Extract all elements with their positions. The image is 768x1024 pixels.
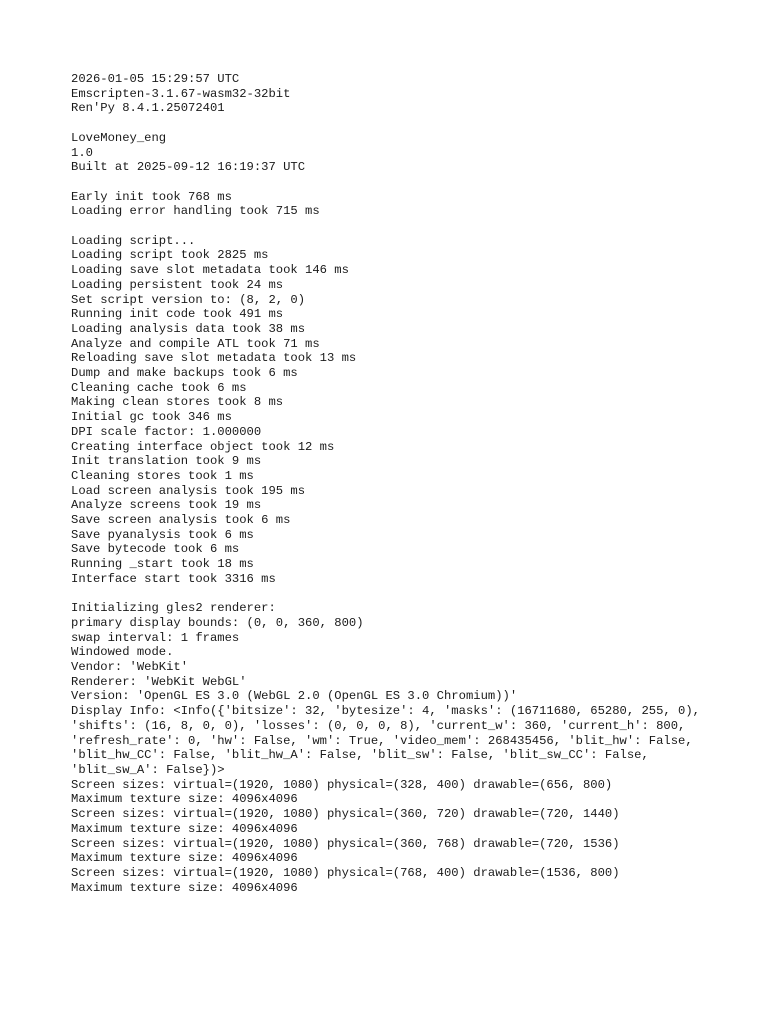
log-line: Maximum texture size: 4096x4096	[71, 851, 298, 866]
log-line: Ren'Py 8.4.1.25072401	[71, 101, 225, 116]
log-line: Making clean stores took 8 ms	[71, 395, 284, 410]
log-line: Loading script...	[71, 233, 196, 248]
log-line: DPI scale factor: 1.000000	[71, 424, 262, 439]
log-line: Windowed mode.	[71, 645, 174, 660]
log-line: swap interval: 1 frames	[71, 630, 240, 645]
log-line: Initial gc took 346 ms	[71, 410, 232, 425]
log-line: Screen sizes: virtual=(1920, 1080) physical=(360, 720) drawable=(720, 1440)	[71, 807, 620, 822]
log-line: primary display bounds: (0, 0, 360, 800)	[71, 615, 364, 630]
log-line: Interface start took 3316 ms	[71, 571, 276, 586]
log-line: Loading save slot metadata took 146 ms	[71, 263, 349, 278]
log-line: 1.0	[71, 145, 93, 160]
log-line: Dump and make backups took 6 ms	[71, 366, 298, 381]
log-blank-line	[71, 175, 711, 190]
log-line: Maximum texture size: 4096x4096	[71, 792, 298, 807]
log-line: Screen sizes: virtual=(1920, 1080) physical=(328, 400) drawable=(656, 800)	[71, 777, 613, 792]
log-line: Save bytecode took 6 ms	[71, 542, 240, 557]
log-line: Maximum texture size: 4096x4096	[71, 821, 298, 836]
log-line: Cleaning cache took 6 ms	[71, 380, 247, 395]
log-line: Loading analysis data took 38 ms	[71, 321, 306, 336]
log-line: Built at 2025-09-12 16:19:37 UTC	[71, 160, 306, 175]
console-log	[71, 72, 711, 895]
log-line: Emscripten-3.1.67-wasm32-32bit	[71, 86, 291, 101]
log-line: Early init took 768 ms	[71, 189, 232, 204]
log-line: LoveMoney_eng	[71, 130, 167, 145]
log-line: Renderer: 'WebKit WebGL'	[71, 674, 247, 689]
log-line: Cleaning stores took 1 ms	[71, 468, 254, 483]
log-line: Reloading save slot metadata took 13 ms	[71, 351, 357, 366]
log-blank-line	[71, 219, 711, 234]
log-line: Screen sizes: virtual=(1920, 1080) physical=(768, 400) drawable=(1536, 800)	[71, 865, 620, 880]
log-line: Analyze screens took 19 ms	[71, 498, 262, 513]
log-line: Save screen analysis took 6 ms	[71, 513, 291, 528]
log-line: Vendor: 'WebKit'	[71, 660, 189, 675]
log-line: Maximum texture size: 4096x4096	[71, 880, 298, 895]
log-line: Version: 'OpenGL ES 3.0 (WebGL 2.0 (OpenGL ES 3.0 Chromium))'	[71, 689, 518, 704]
log-line: Load screen analysis took 195 ms	[71, 483, 306, 498]
log-line: Loading persistent took 24 ms	[71, 277, 284, 292]
log-line: Save pyanalysis took 6 ms	[71, 527, 254, 542]
log-line: Running _start took 18 ms	[71, 557, 254, 572]
log-line: Set script version to: (8, 2, 0)	[71, 292, 306, 307]
log-line: Running init code took 491 ms	[71, 307, 284, 322]
log-line: Loading error handling took 715 ms	[71, 204, 320, 219]
log-line: Analyze and compile ATL took 71 ms	[71, 336, 320, 351]
log-line: Display Info: <Info({'bitsize': 32, 'bytesize': 4, 'masks': (16711680, 65280, 255, 0), 'shifts': (16, 8, 0, 0), 'losses': (0, 0, 0, 8), 'current_w': 360, 'current_h': 800, 'refresh_rate': 0, 'hw': False, 'wm': True, 'video_mem': 268435456, 'blit_hw': False, 'blit_hw_CC': False, 'blit_hw_A': False, 'blit_sw': False, 'blit_sw_CC': False, 'blit_sw_A': False})>	[71, 704, 708, 777]
log-line: Loading script took 2825 ms	[71, 248, 269, 263]
log-line: Initializing gles2 renderer:	[71, 601, 276, 616]
log-line: Screen sizes: virtual=(1920, 1080) physical=(360, 768) drawable=(720, 1536)	[71, 836, 620, 851]
log-line: Init translation took 9 ms	[71, 454, 262, 469]
log-line: 2026-01-05 15:29:57 UTC	[71, 72, 240, 86]
log-blank-line	[71, 116, 711, 131]
log-line: Creating interface object took 12 ms	[71, 439, 335, 454]
log-blank-line	[71, 587, 711, 602]
